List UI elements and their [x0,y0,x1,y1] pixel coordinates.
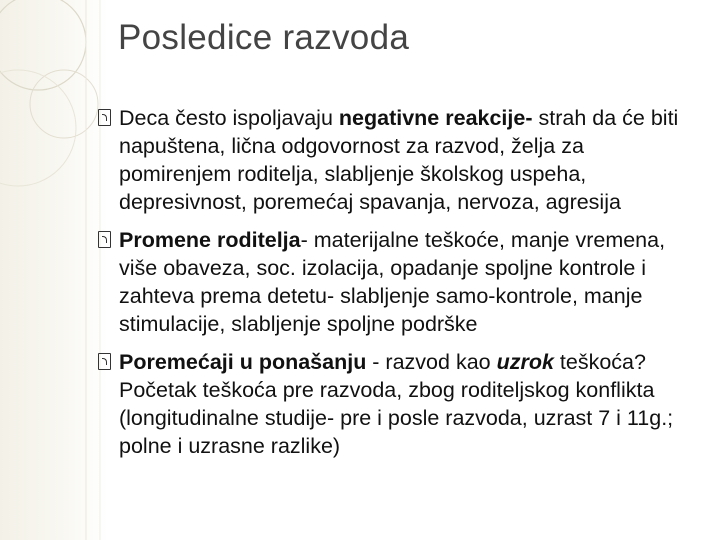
box-bullet-icon [98,353,111,370]
bullet-list [98,104,698,470]
slide-title: Posledice razvoda [118,18,410,57]
bullet-parent-changes [98,226,698,338]
bullet-text: Deca često ispoljavaju negativne reakcije- strah da će biti napuštena, lična odgovornost za razvod, želja za pomirenjem roditelja, slabljenje školskog uspeha, depresivnost, poremećaj spavanja, nervoza, agresija [119,106,679,214]
bullet-text: Promene roditelja- materijalne teškoće, manje vremena, više obaveza, soc. izolacija, opadanje spoljne kontrole i zahteva prema detetu- slabljenje samo-kontrole, manje stimulacije, slabljenje spoljne podrške [119,228,666,336]
decor-circle-large [0,0,86,90]
box-bullet-icon [98,231,111,248]
bullet-text: Poremećaji u ponašanju - razvod kao uzrok teškoća? Početak teškoća pre razvoda, zbog roditeljskog konflikta (longitudinalne studije- pre i posle razvoda, uzrast 7 i 11g.; polne i uzrasne razlike) [119,350,674,458]
decor-circle-small [30,70,98,138]
bullet-behavior-disorders [98,348,698,460]
box-bullet-icon [98,109,111,126]
bullet-negative-reactions [98,104,698,216]
decor-circle-faint [0,70,76,186]
